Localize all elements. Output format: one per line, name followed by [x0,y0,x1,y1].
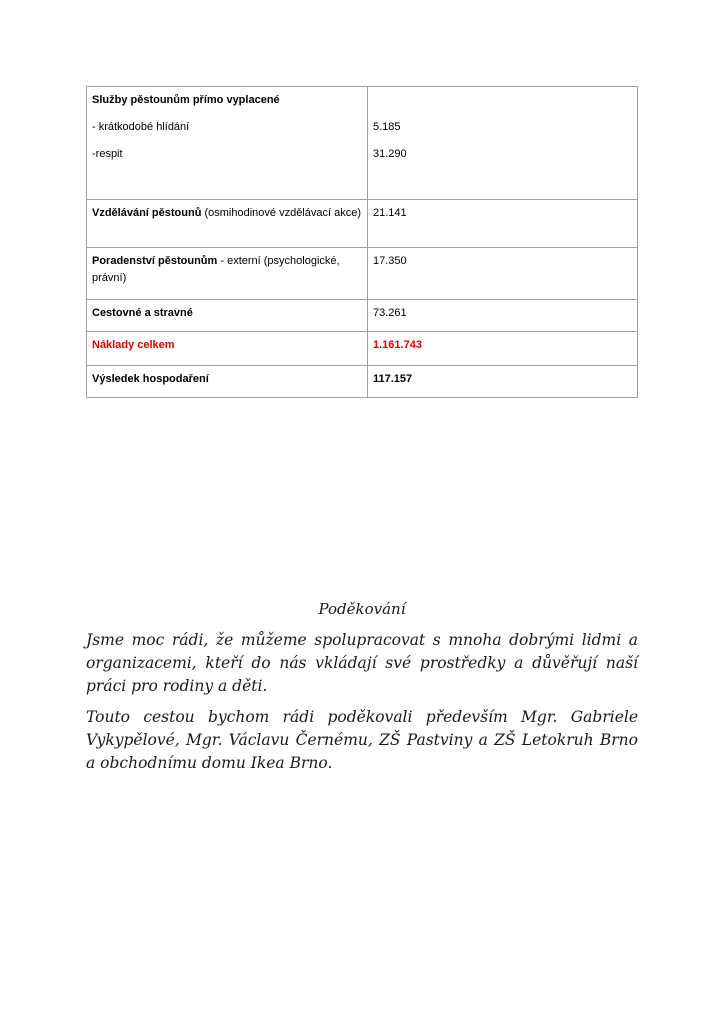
table-row [87,366,638,398]
row-label: Poradenství pěstounům [92,255,218,267]
result-label: Výsledek hospodaření [87,366,368,398]
row-value: 17.350 [368,248,638,300]
row-label-cell [87,300,368,332]
result-value: 117.157 [368,366,638,398]
row-label-detail: - externí (psychologické, právní) [92,255,340,284]
total-cost-value: 1.161.743 [368,332,638,366]
table-row [87,300,638,332]
row-value: 73.261 [368,300,638,332]
sub-item-label: -respit [92,148,123,160]
acknowledgements-title: Poděkování [318,600,406,618]
total-cost-label: Náklady celkem [87,332,368,366]
sub-item-value: 5.185 [373,121,401,133]
financial-table [86,86,638,398]
row-label: Vzdělávání pěstounů [92,207,202,219]
table-row [87,332,638,366]
acknowledgements-paragraph: Jsme moc rádi, že můžeme spolupracovat s mnoha dobrými lidmi a organizacemi, kteří do nás vkládají své prostředky a důvěřují naší práci pro rodiny a děti. [86,631,638,695]
acknowledgements-paragraph: Touto cestou bychom rádi poděkovali především Mgr. Gabriele Vykypělové, Mgr. Václavu Černému, ZŠ Pastviny a ZŠ Letokruh Brno a obchodnímu domu Ikea Brno. [86,708,638,772]
acknowledgements-section [86,598,638,783]
row-label-cell [87,248,368,300]
row-label-cell [87,200,368,248]
table-row [87,248,638,300]
table-row [87,200,638,248]
row-label-cell [87,87,368,200]
row-value: 21.141 [368,200,638,248]
row-label: Cestovné a stravné [92,307,193,319]
sub-item-label: - krátkodobé hlídání [92,121,190,133]
row-value-cell [368,87,638,200]
table-row [87,87,638,200]
sub-item-value: 31.290 [373,148,407,160]
row-label-detail: (osmihodinové vzdělávací akce) [201,207,361,219]
row-label: Služby pěstounům přímo vyplacené [92,94,280,106]
